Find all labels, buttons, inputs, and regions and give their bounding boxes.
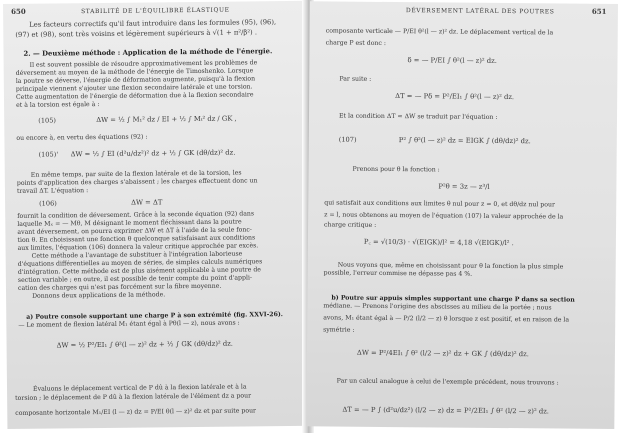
equation: P² ∫ θ²(l — z)² dz = EIGK ∫ (dθ/dz)² dz. [398,136,531,146]
text-line: d'équations différentielles au moyen de séries, de simples calculs numériques [17,258,263,268]
text-line: ou encore à, en vertu des équations (92) : [16,133,148,142]
subsection-heading: a) Poutre console supportant une charge P à son extrémité (fig. XXVI-26). [26,311,283,321]
equation-number: (107) [338,135,357,144]
text-line: z = l, nous obtenons au moyen de l'équation (107) la valeur approchée de la [324,211,564,221]
text-line: section variable ; en outre, il est possible de tenir compte du point d'appli- [17,274,253,284]
text-line: — Le moment de flexion latéral M₁ étant égal à Pθ(l — z), nous avons : [18,319,240,329]
text-line: Évaluons le déplacement vertical de P dû à la flexion latérale et à la [32,383,247,393]
text-line: torsion ; le déplacement de P dû à la flexion latérale de l'élément dz a pour [15,392,252,402]
running-head: DÉVERSEMENT LATÉRAL DES POUTRES [405,7,555,16]
text-line: points d'application des charges s'abaissent ; les charges effectuent donc un [16,177,258,187]
text-line: possible, l'erreur commise ne dépasse pas 4 %. [323,269,473,278]
text-line: (97) et (98), sont très voisins et légèrement supérieurs à √(1 + π²/β²) . [15,28,258,39]
text-line: tion θ. En choisissant une fonction θ quelconque satisfaisant aux conditions [17,234,256,244]
equation: ΔW = ΔT [131,198,163,207]
text-line: Nous voyons que, même en choisissant pour θ la fonction la plus simple [337,261,564,271]
equation: ΔT = — Pδ = P²/EI₁ ∫ θ²(l — z)² dz. [395,92,515,102]
text-line: Et la condition ΔT = ΔW se traduit par l'équation : [338,112,498,121]
text-line: avons, M₁ étant égal à — P/2 (l/2 — z) θ lorsque z est positif, et en raison de la [323,314,570,324]
text-line: travail ΔT. L'équation : [16,187,89,195]
text-line: cation des charges qui n'est pas forcément sur la fibre moyenne. [17,282,222,292]
text-line: aux limites, l'équation (106) donnera la valeur critique approchée par excès. [17,242,259,252]
equation-number: (105) [38,116,56,125]
equation: ΔW = ½ ∫ M₁² dz / EI + ½ ∫ Mₜ² dz / GK , [96,114,237,125]
text-line: principale viennent s'ajouter une flexion secondaire latérale et une torsion. [15,83,253,93]
text-line: Par un calcul analogue à celui de l'exemple précédent, nous trouvons : [336,377,559,387]
equation: P꜀ = √(10/3) · √(EIGK)/l² = 4,18 √(EIGK)/l² . [363,237,514,248]
text-line: charge critique : [324,221,377,229]
section-heading: 2. — Deuxième méthode : Application de la méthode de l'énergie. [23,47,273,58]
text-line: Les facteurs correctifs qu'il faut introduire dans les formules (95), (96), [29,18,277,29]
text-line: et à la torsion est égale à : [16,100,100,109]
text-line: avant déversement, on pourra exprimer ΔW et ΔT à l'aide de la seule fonc- [17,226,252,236]
left-page [3,1,312,429]
subsection-heading: b) Poutre sur appuis simples supportant une charge P dans sa section [331,294,575,304]
text-line: Donnons deux applications de la méthode. [32,291,166,300]
equation: ΔW = ½ ∫ EI (d²u/dz²)² dz + ½ ∫ GK (dθ/dz)² dz. [70,148,236,159]
text-line: symétrie : [323,326,355,334]
text-line: qui satisfait aux conditions aux limites θ nul pour z = 0, et dθ/dz nul pour [324,199,555,209]
text-line: déversement au moyen de la méthode de l'énergie de Timoshenko. Lorsque [15,67,254,77]
text-line: composante horizontale M₁/EI (l — z) dz = P/EI θ(l — z)² dz et par suite pour [15,407,257,417]
right-page [306,1,618,429]
text-line: Il est souvent possible de résoudre approximativement les problèmes de [29,59,258,69]
text-line: Cette augmentation de l'énergie de déformation due à la flexion secondaire [15,91,254,101]
page-number: 651 [591,6,607,16]
text-line: Cette méthode a l'avantage de substituer à l'intégration laborieuse [31,250,243,260]
page-number: 650 [11,6,26,16]
equation: P²θ = 3z — z³/l [438,182,490,191]
running-head: STABILITÉ DE L'ÉQUILIBRE ÉLASTIQUE [81,6,230,16]
equation: ΔW = ½ P²/EI₁ ∫ θ²(l — z)² dz + ½ ∫ GK (dθ/dz)² dz. [56,339,233,350]
text-line: charge P est donc : [325,39,386,47]
text-line: la poutre se déverse, l'énergie de déformation augmente, puisqu'à la flexion [15,75,256,85]
text-line: En même temps, par suite de la flexion latérale et de la torsion, les [30,169,242,179]
text-line: médiane. — Prenons l'origine des abscisses au milieu de la portée ; nous [323,302,552,312]
equation-number: (106) [39,199,57,208]
equation-number: (105)' [38,150,59,159]
equation: ΔT = — P ∫ (d²u/dz²) (l/2 — z) dz = P²/2EI₁ ∫ θ² (l/2 — z)² dz. [342,405,549,416]
text-line: composante verticale — P/EI θ²(l — z)² dz. Le déplacement vertical de la [325,27,554,37]
equation: δ = — P/EI ∫ θ²(l — z)² dz. [407,56,497,65]
text-line: Par suite : [339,75,372,83]
text-line: d'intégration. Cette méthode est de plus aisément applicable à une poutre de [17,266,261,276]
text-line: fournit la condition de déversement. Grâce à la seconde équation (92) dans [17,210,255,220]
text-line: laquelle Mₓ = — Mθ, M désignant le moment fléchissant dans la poutre [17,218,242,228]
equation: ΔW = P²/4EI₁ ∫ θ² (l/2 — z)² dz + GK ∫ (dθ/dz)² dz. [356,348,529,359]
text-line: Prenons pour θ la fonction : [352,165,440,174]
